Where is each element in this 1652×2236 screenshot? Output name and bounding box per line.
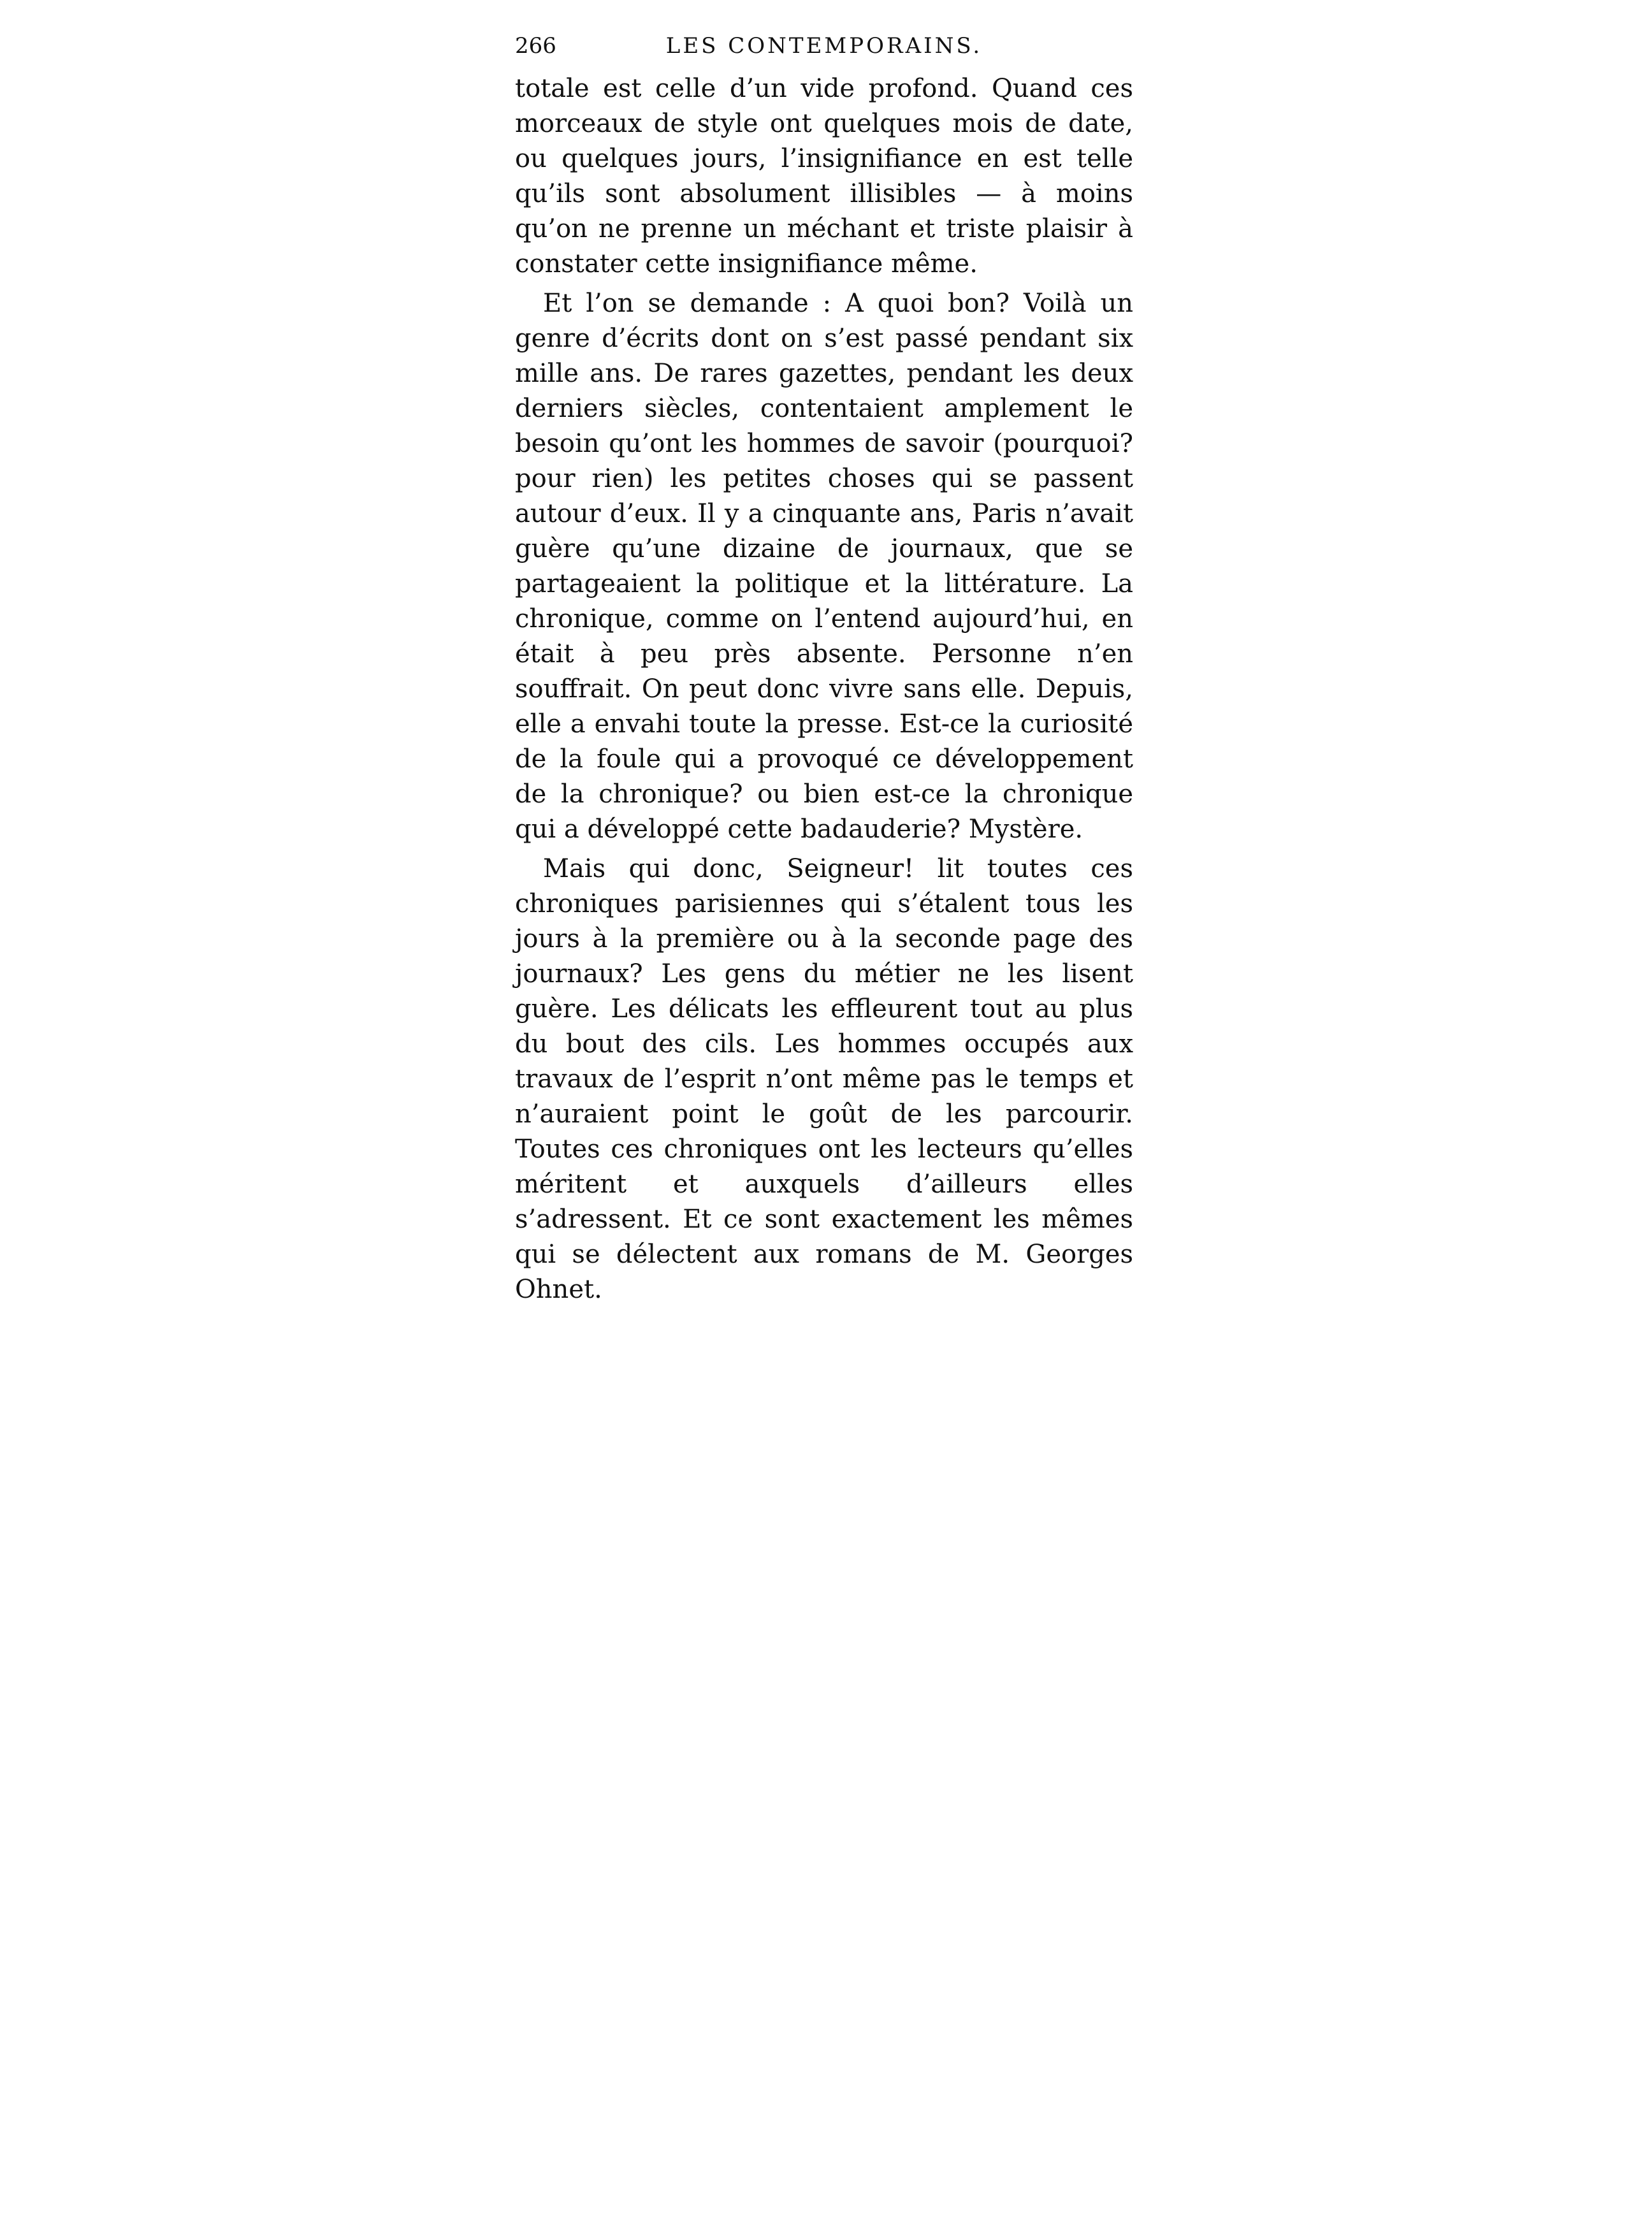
running-title: LES CONTEMPORAINS. — [665, 33, 983, 59]
book-page — [515, 31, 1133, 1307]
page-header — [515, 31, 1133, 61]
body-text — [515, 71, 1133, 1307]
paragraph-continuation: totale est celle d’un vide profond. Quand ces morceaux de style ont quelques mois de date, ou quelques jours, l’insignifiance en est telle qu’ils sont absolument illisibles — à moins qu’on ne prenne un méchant et triste plaisir à constater cette insignifiance même. — [515, 74, 1133, 279]
paragraph: Mais qui donc, Seigneur! lit toutes ces chroniques parisiennes qui s’étalent tous les jours à la première ou à la seconde page des journaux? Les gens du métier ne les lisent guère. Les délicats les effleurent tout au plus du bout des cils. Les hommes occupés aux travaux de l’esprit n’ont même pas le temps et n’auraient point le goût de les parcourir. Toutes ces chroniques ont les lecteurs qu’elles méritent et auxquels d’ailleurs elles s’adressent. Et ce sont exactement les mêmes qui se délectent aux romans de M. Georges Ohnet. — [515, 854, 1133, 1304]
page-number: 266 — [515, 33, 556, 59]
paragraph: Et l’on se demande : A quoi bon? Voilà un genre d’écrits dont on s’est passé pendant six mille ans. De rares gazettes, pendant les deux derniers siècles, contentaient amplement le besoin qu’ont les hommes de savoir (pourquoi? pour rien) les petites choses qui se passent autour d’eux. Il y a cinquante ans, Paris n’avait guère qu’une dizaine de journaux, que se partageaient la politique et la littérature. La chronique, comme on l’entend aujourd’hui, en était à peu près absente. Personne n’en souffrait. On peut donc vivre sans elle. Depuis, elle a envahi toute la presse. Est-ce la curiosité de la foule qui a provoqué ce développement de la chronique? ou bien est-ce la chronique qui a développé cette badauderie? Mystère. — [515, 289, 1133, 844]
